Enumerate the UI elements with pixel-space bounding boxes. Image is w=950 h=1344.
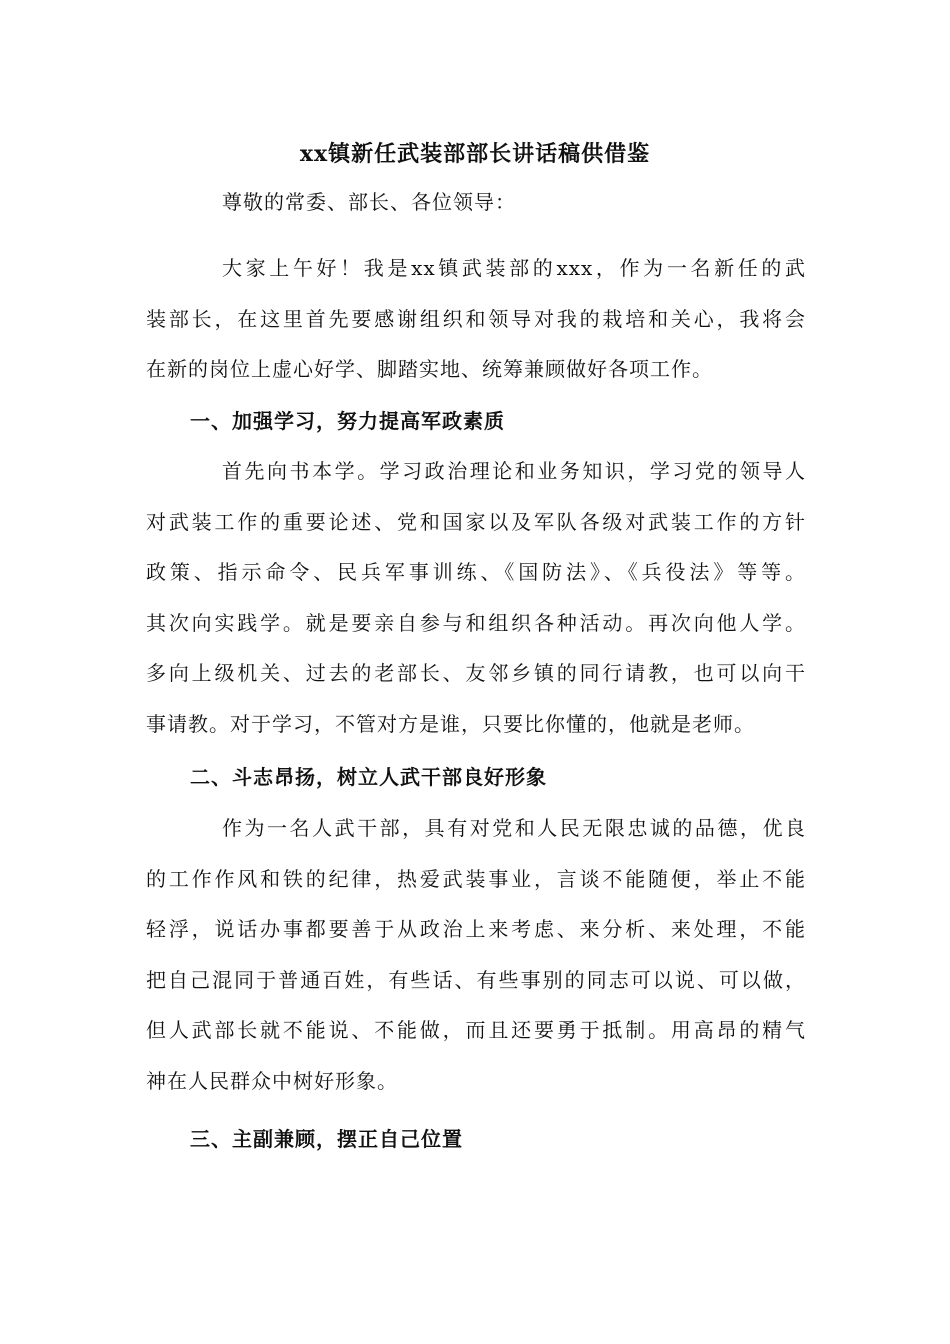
paragraph-line: 装部长，在这里首先要感谢组织和领导对我的栽培和关心，我将会 xyxy=(146,306,806,331)
salutation: 尊敬的常委、部长、各位领导： xyxy=(222,190,516,214)
intro-paragraph xyxy=(146,243,806,395)
paragraph-line: 首先向书本学。学习政治理论和业务知识，学习党的领导人 xyxy=(222,459,806,483)
paragraph-line: 对武装工作的重要论述、党和国家以及军队各级对武装工作的方针 xyxy=(146,509,806,534)
paragraph-line: 神在人民群众中树好形象。 xyxy=(146,1068,398,1093)
section-heading-3: 三、主副兼顾，摆正自己位置 xyxy=(190,1127,463,1151)
paragraph-line: 的工作作风和铁的纪律，热爱武装事业，言谈不能随便，举止不能 xyxy=(146,866,806,891)
paragraph-line: 其次向实践学。就是要亲自参与和组织各种活动。再次向他人学。 xyxy=(146,610,806,635)
section-1-paragraph xyxy=(146,446,806,749)
section-2-paragraph xyxy=(146,803,806,1106)
paragraph-line: 轻浮，说话办事都要善于从政治上来考虑、来分析、来处理，不能 xyxy=(146,917,806,941)
paragraph-line: 作为一名人武干部，具有对党和人民无限忠诚的品德，优良 xyxy=(222,816,806,840)
paragraph-line: 政策、指示命令、民兵军事训练、《国防法》、《兵役法》等等。 xyxy=(146,560,806,584)
paragraph-line: 把自己混同于普通百姓，有些话、有些事别的同志可以说、可以做， xyxy=(146,967,806,992)
paragraph-line: 事请教。对于学习，不管对方是谁，只要比你懂的，他就是老师。 xyxy=(146,711,755,736)
paragraph-line: 大家上午好！我是xx镇武装部的xxx，作为一名新任的武 xyxy=(222,256,806,280)
paragraph-line: 多向上级机关、过去的老部长、友邻乡镇的同行请教，也可以向干 xyxy=(146,661,806,685)
paragraph-line: 在新的岗位上虚心好学、脚踏实地、统筹兼顾做好各项工作。 xyxy=(146,357,713,381)
document-title: xx镇新任武装部部长讲话稿供借鉴 xyxy=(299,141,651,167)
section-heading-1: 一、加强学习，努力提高军政素质 xyxy=(190,409,505,433)
section-heading-2: 二、斗志昂扬，树立人武干部良好形象 xyxy=(190,765,547,789)
paragraph-line: 但人武部长就不能说、不能做，而且还要勇于抵制。用高昂的精气 xyxy=(146,1018,806,1042)
